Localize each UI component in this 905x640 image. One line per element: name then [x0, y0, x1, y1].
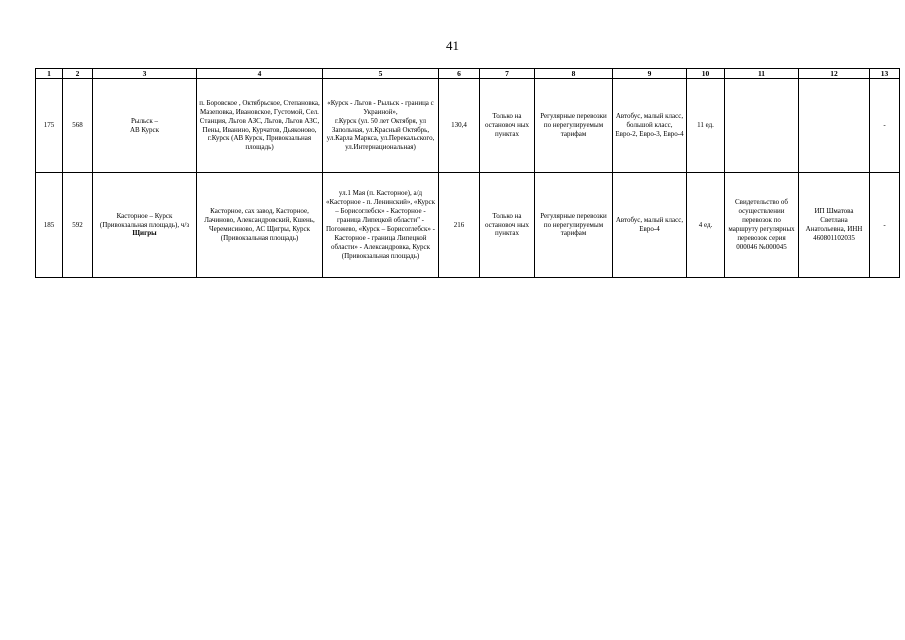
column-header: 2: [63, 69, 93, 79]
carrier: [799, 79, 870, 173]
route-serial-number: 568: [63, 79, 93, 173]
column-header: 3: [93, 69, 197, 79]
vehicle-class: Автобус, малый класс, Евро-4: [613, 173, 687, 278]
table-row: [36, 79, 900, 173]
certificate: Свидетельство об осуществлении перевозок по маршруту регулярных перевозок серия 000046 №000045: [725, 173, 799, 278]
column-header: 5: [323, 69, 439, 79]
route-name: Рыльск – АВ Курск: [93, 79, 197, 173]
route-registry-number: 185: [36, 173, 63, 278]
column-header: 6: [439, 69, 480, 79]
column-header: 13: [870, 69, 900, 79]
transport-type: Регулярные перевозки по нерегулируемым тарифам: [535, 79, 613, 173]
table-row: [36, 173, 900, 278]
page-number: 41: [446, 38, 459, 53]
boarding-procedure: Только на остановоч ных пунктах: [480, 79, 535, 173]
column-header: 9: [613, 69, 687, 79]
intermediate-stops: п. Боровское , Октябрьское, Степановка, Мазеповка, Ивановское, Густомой, Сел. Станция, Льгов АЗС, Льгов, Льгов АЗС, Пены, Иванино, Курчатов, Дьяконово, г.Курск (АВ Курск, Привокзальная площадь): [197, 79, 323, 173]
column-header: 11: [725, 69, 799, 79]
column-header: 10: [687, 69, 725, 79]
notes: -: [870, 79, 900, 173]
transport-type: Регулярные перевозки по нерегулируемым тарифам: [535, 173, 613, 278]
certificate: [725, 79, 799, 173]
route-registry-number: 175: [36, 79, 63, 173]
vehicle-count: 11 ед.: [687, 79, 725, 173]
route-streets: ул.1 Мая (п. Касторное), а/д «Касторное - п. Ленинский», «Курск – Борисоглебск» - Касторное - граница Липецкой области" - Погожево, «Курск – Борисоглебск» - Касторное - граница Липецкой области» - Александровка, Курск (Привокзальная площадь): [323, 173, 439, 278]
routes-table: [35, 68, 900, 278]
route-name: Касторное – Курск (Привокзальная площадь), ч/з Щигры: [93, 173, 197, 278]
column-header: 12: [799, 69, 870, 79]
notes: -: [870, 173, 900, 278]
column-header: 7: [480, 69, 535, 79]
header-row: [36, 69, 900, 79]
vehicle-count: 4 ед.: [687, 173, 725, 278]
vehicle-class: Автобус, малый класс, большой класс, Евро-2, Евро-3, Евро-4: [613, 79, 687, 173]
column-header: 8: [535, 69, 613, 79]
carrier: ИП Шматова Светлана Анатольевна, ИНН 460801102035: [799, 173, 870, 278]
column-header: 1: [36, 69, 63, 79]
intermediate-stops: Касторное, сах завод, Касторное, Лачиново, Александровский, Кшень, Черемисиново, АС Щигры, Курск (Привокзальная площадь): [197, 173, 323, 278]
route-length: 130,4: [439, 79, 480, 173]
route-serial-number: 592: [63, 173, 93, 278]
route-length: 216: [439, 173, 480, 278]
route-streets: «Курск - Льгов - Рыльск - граница с Украиной», г.Курск (ул. 50 лет Октября, ул Запольная, ул.Красный Октябрь, ул.Карла Маркса, ул.Перекальского, ул.Интернациональная): [323, 79, 439, 173]
boarding-procedure: Только на остановоч ных пунктах: [480, 173, 535, 278]
column-header: 4: [197, 69, 323, 79]
